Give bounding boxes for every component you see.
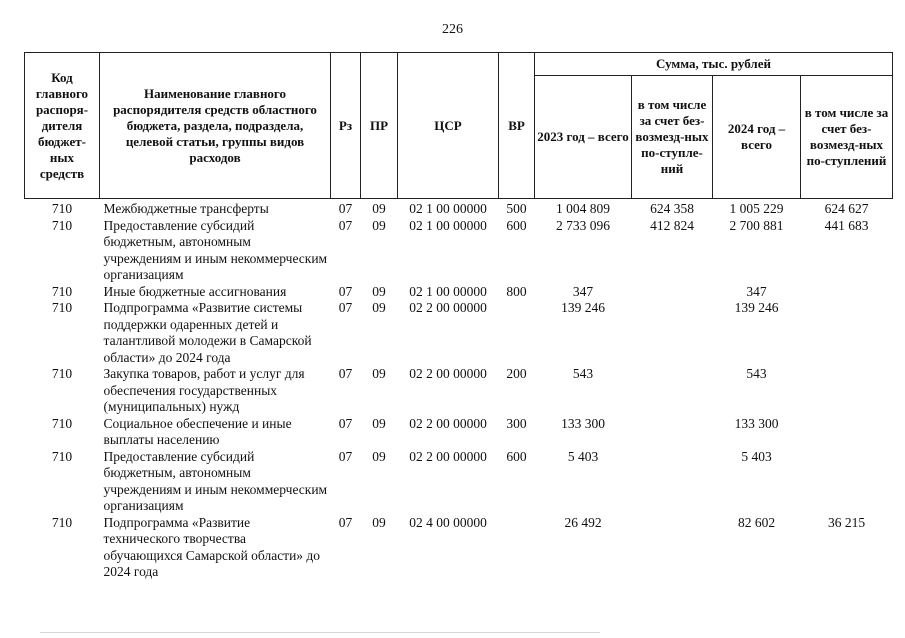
- cell-2024-free: 36 215: [827, 514, 866, 530]
- table-row: [25, 449, 893, 515]
- cell-rz: 07: [338, 514, 353, 530]
- cell-2024-total: 1 005 229: [729, 201, 784, 216]
- cell-name: Социальное обеспечение и иные выплаты населению: [103, 415, 292, 447]
- cell-pr: 09: [372, 366, 386, 381]
- cell-code: 710: [51, 448, 73, 464]
- cell-code: 710: [51, 300, 73, 315]
- cell-vr: 600: [506, 448, 527, 464]
- cell-2024-total: 2 700 881: [729, 217, 784, 233]
- table-row: [25, 515, 893, 581]
- cell-2024-free: [801, 300, 893, 366]
- header-2023-total: 2023 год – всего: [535, 76, 632, 199]
- cell-rz: 07: [338, 201, 353, 216]
- cell-2023-free: 624 358: [650, 201, 694, 216]
- cell-2023-total: 133 300: [561, 415, 605, 431]
- table-header: [25, 53, 893, 199]
- cell-code: 710: [51, 415, 73, 431]
- cell-2023-total: 26 492: [564, 514, 602, 530]
- cell-rz: 07: [338, 283, 353, 299]
- cell-2024-free: [801, 449, 893, 515]
- header-csr: ЦСР: [398, 53, 499, 199]
- cell-rz: 07: [338, 217, 353, 233]
- cell-pr: 09: [372, 217, 386, 233]
- cell-vr: 200: [506, 366, 527, 381]
- cell-csr: 02 2 00 00000: [409, 448, 487, 464]
- cell-vr: 600: [506, 217, 527, 233]
- cell-pr: 09: [372, 201, 386, 216]
- header-sum: Сумма, тыс. рублей: [535, 53, 893, 76]
- cell-pr: 09: [372, 514, 386, 530]
- cell-2024-total: 347: [746, 283, 767, 299]
- cell-2023-free: [632, 416, 713, 449]
- cell-rz: 07: [338, 366, 353, 381]
- cell-2023-free: 412 824: [650, 217, 694, 233]
- cell-2024-total: 133 300: [734, 415, 779, 431]
- cell-2023-total: 543: [572, 366, 594, 381]
- table-row: [25, 284, 893, 301]
- cell-2024-total: 82 602: [737, 514, 776, 530]
- cell-2023-total: 1 004 809: [556, 201, 610, 216]
- header-name: Наименование главного распорядителя средств областного бюджета, раздела, подраздела, целевой статьи, группы видов расходов: [100, 53, 331, 199]
- cell-name: Межбюджетные трансферты: [103, 201, 269, 216]
- cell-2023-total: 5 403: [567, 448, 599, 464]
- cell-pr: 09: [372, 283, 386, 299]
- cell-2023-free: [632, 284, 713, 301]
- cell-rz: 07: [338, 415, 353, 431]
- budget-table: [24, 52, 893, 581]
- cell-2024-free: 624 627: [824, 201, 869, 216]
- header-2023-free: в том числе за счет без-возмезд-ных по-ступле-ний: [632, 76, 713, 199]
- cell-name: Подпрограмма «Развитие технического творчества обучающихся Самарской области» до 2024 года: [103, 514, 321, 579]
- cell-code: 710: [51, 283, 73, 299]
- cell-code: 710: [51, 217, 73, 233]
- scan-artifact-line: [40, 632, 600, 633]
- cell-vr: 300: [506, 415, 527, 431]
- cell-2024-free: [801, 366, 893, 416]
- cell-2024-total: 543: [746, 366, 767, 381]
- header-pr: ПР: [361, 53, 398, 199]
- table-row: [25, 199, 893, 218]
- cell-rz: 07: [338, 448, 353, 464]
- cell-csr: 02 2 00 00000: [409, 366, 487, 381]
- cell-code: 710: [51, 201, 73, 216]
- cell-pr: 09: [372, 448, 386, 464]
- cell-pr: 09: [372, 300, 386, 315]
- cell-csr: 02 1 00 00000: [409, 217, 487, 233]
- header-code: Код главного распоря-дителя бюджет-ных средств: [25, 53, 100, 199]
- cell-2023-free: [632, 449, 713, 515]
- cell-rz: 07: [338, 300, 353, 315]
- cell-vr: 500: [506, 201, 527, 216]
- cell-2024-total: 5 403: [741, 448, 772, 464]
- header-2024-free: в том числе за счет без-возмезд-ных по-ступлений: [801, 76, 893, 199]
- cell-csr: 02 1 00 00000: [409, 201, 487, 216]
- header-2024-total: 2024 год – всего: [713, 76, 801, 199]
- header-vr: ВР: [499, 53, 535, 199]
- cell-name: Закупка товаров, работ и услуг для обеспечения государственных (муниципальных) нужд: [103, 366, 305, 414]
- cell-code: 710: [51, 366, 73, 381]
- cell-csr: 02 1 00 00000: [409, 283, 487, 299]
- cell-2023-total: 139 246: [561, 300, 605, 315]
- cell-name: Подпрограмма «Развитие системы поддержки одаренных детей и талантливой молодежи в Самарской области» до 2024 года: [103, 300, 312, 365]
- table-row: [25, 416, 893, 449]
- cell-pr: 09: [372, 415, 386, 431]
- cell-2023-free: [632, 515, 713, 581]
- cell-2023-total: 347: [572, 283, 594, 299]
- table-body: [25, 199, 893, 581]
- cell-2023-total: 2 733 096: [556, 217, 610, 233]
- page-number: 226: [442, 22, 463, 37]
- cell-2023-free: [632, 300, 713, 366]
- cell-csr: 02 4 00 00000: [409, 514, 487, 530]
- cell-2024-total: 139 246: [734, 300, 779, 315]
- cell-name: Иные бюджетные ассигнования: [103, 283, 287, 299]
- cell-name: Предоставление субсидий бюджетным, автономным учреждениям и иным некоммерческим организациям: [103, 448, 328, 513]
- cell-csr: 02 2 00 00000: [409, 300, 487, 315]
- table-row: [25, 300, 893, 366]
- table-row: [25, 366, 893, 416]
- cell-2024-free: [801, 284, 893, 301]
- cell-2023-free: [632, 366, 713, 416]
- cell-name: Предоставление субсидий бюджетным, автономным учреждениям и иным некоммерческим организациям: [103, 217, 328, 282]
- cell-2024-free: [801, 416, 893, 449]
- table-row: [25, 218, 893, 284]
- cell-vr: [499, 515, 535, 581]
- header-rz: Рз: [331, 53, 361, 199]
- cell-code: 710: [51, 514, 73, 530]
- cell-vr: 800: [506, 283, 527, 299]
- cell-csr: 02 2 00 00000: [409, 415, 487, 431]
- cell-vr: [499, 300, 535, 366]
- cell-2024-free: 441 683: [824, 217, 869, 233]
